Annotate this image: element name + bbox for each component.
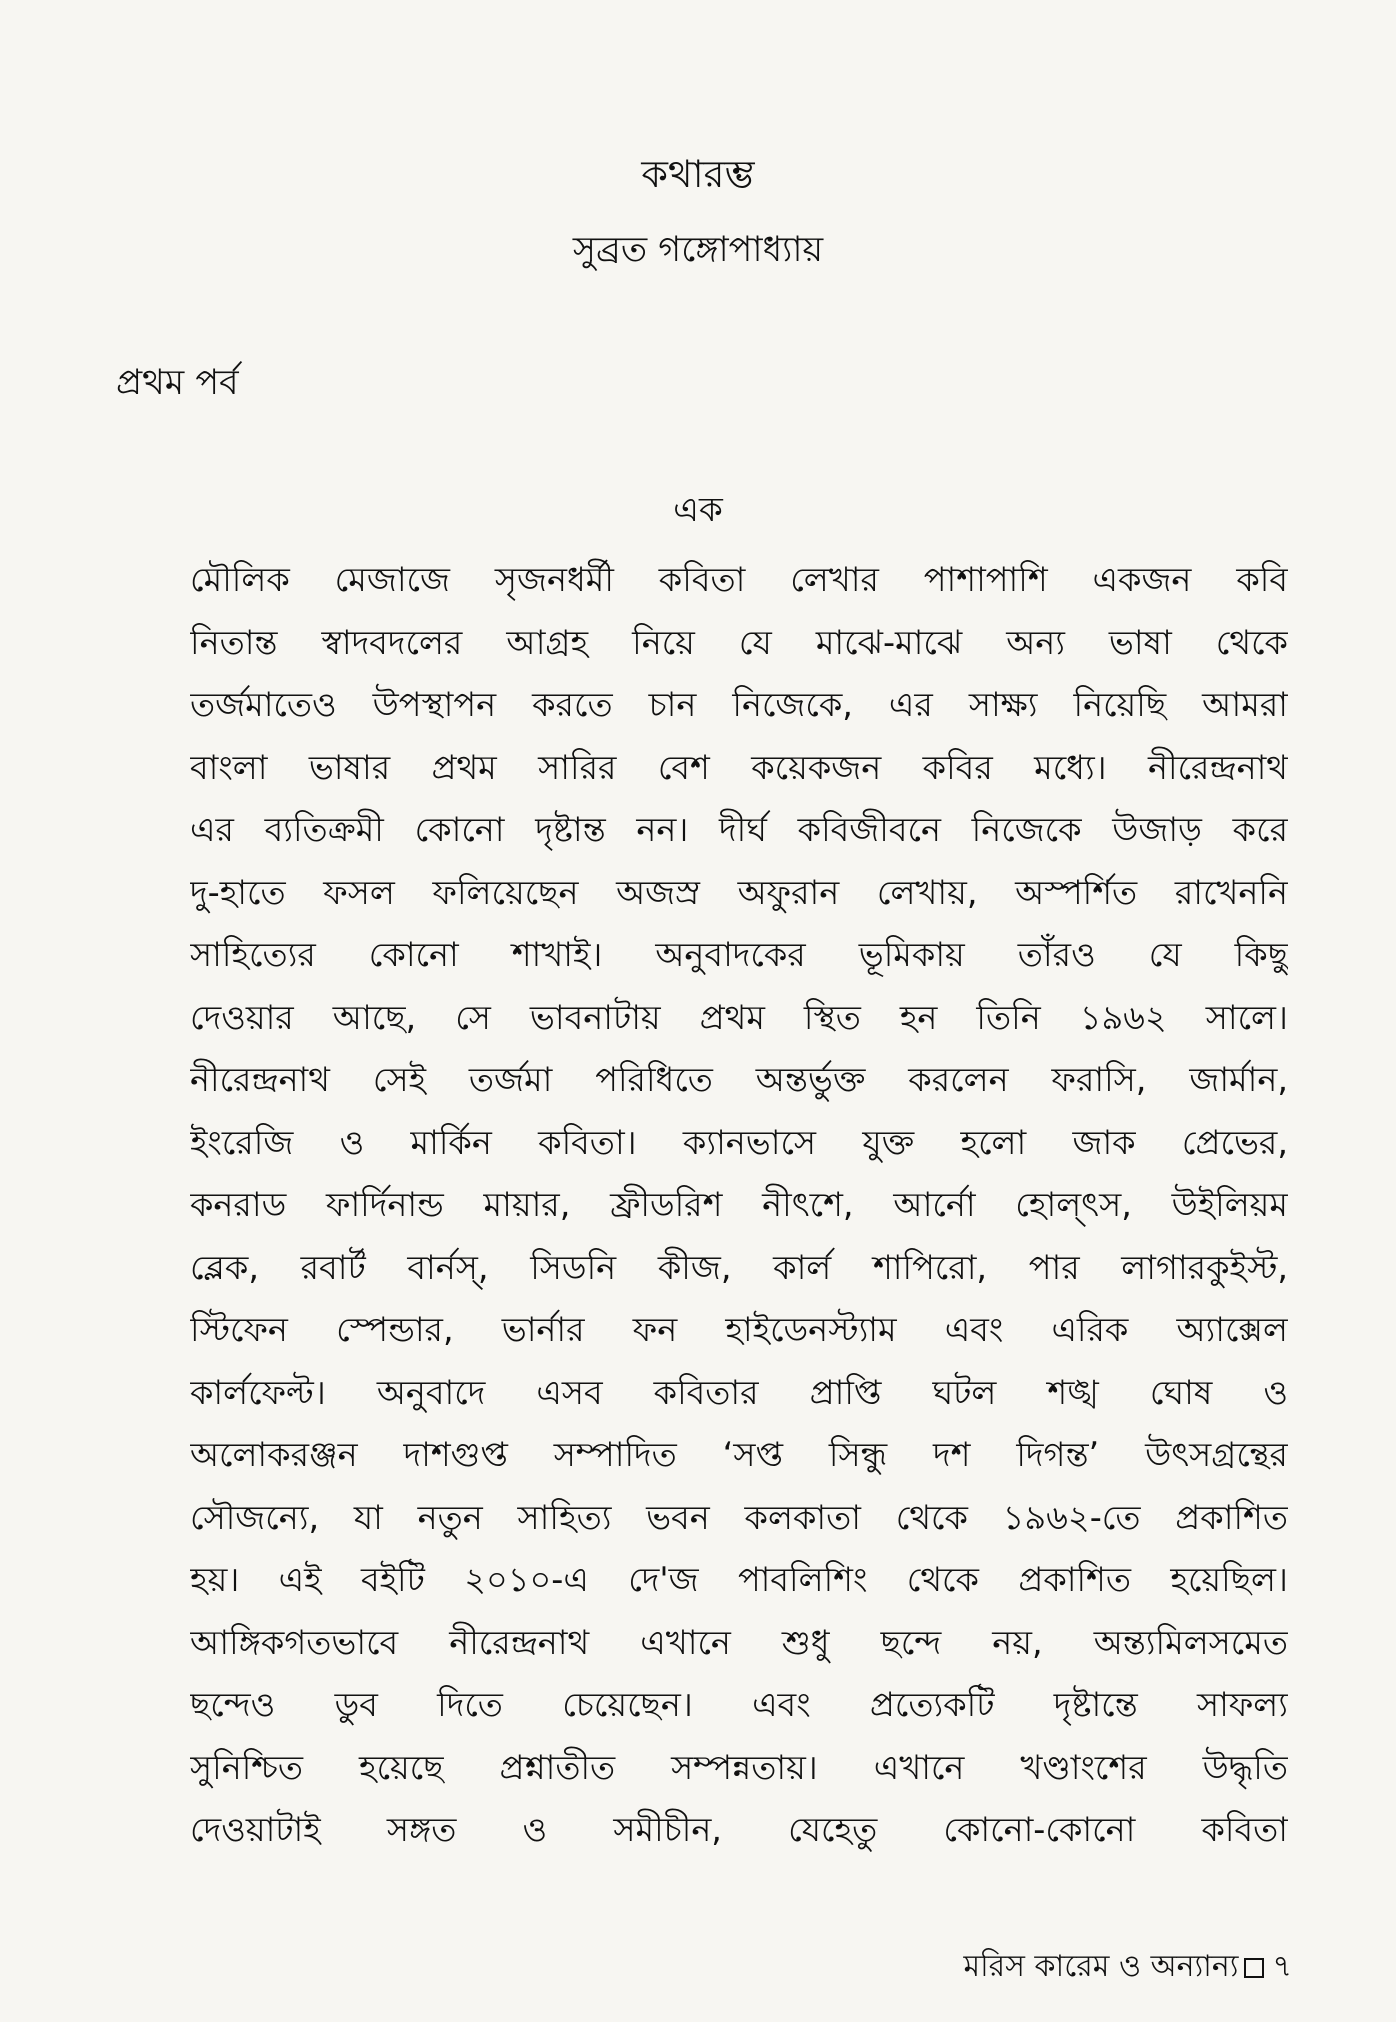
body-line: দেওয়াটাই সঙ্গত ও সমীচীন, যেহেতু কোনো-কোনো কবিতা: [190, 1810, 1288, 1849]
body-line: কার্লফেল্ট। অনুবাদে এসব কবিতার প্রাপ্তি ঘটল শঙ্খ ঘোষ ও: [190, 1372, 1288, 1412]
body-line: নীরেন্দ্রনাথ সেই তর্জমা পরিধিতে অন্তর্ভুক্ত করলেন ফরাসি, জার্মান,: [190, 1060, 1288, 1099]
body-line: ব্লেক, রবার্ট বার্নস্, সিডনি কীজ, কার্ল শাপিরো, পার লাগারকুইস্ট,: [190, 1247, 1288, 1287]
body-line: অলোকরঞ্জন দাশগুপ্ত সম্পাদিত ‘সপ্ত সিন্ধু দশ দিগন্ত’ উৎসগ্রন্থের: [190, 1435, 1288, 1474]
essay-title: কথারম্ভ: [641, 152, 755, 196]
body-line: সাহিত্যের কোনো শাখাই। অনুবাদকের ভূমিকায় তাঁরও যে কিছু: [190, 935, 1288, 974]
author-name: সুব্রত গঙ্গোপাধ্যায়: [572, 230, 824, 270]
body-line: দেওয়ার আছে, সে ভাবনাটায় প্রথম স্থিত হন তিনি ১৯৬২ সালে।: [190, 997, 1288, 1037]
body-line: মৌলিক মেজাজে সৃজনধর্মী কবিতা লেখার পাশাপাশি একজন কবি: [190, 560, 1288, 599]
body-line: এর ব্যতিক্রমী কোনো দৃষ্টান্ত নন। দীর্ঘ কবিজীবনে নিজেকে উজাড় করে: [190, 810, 1288, 849]
running-title: মরিস কারেম ও অন্যান্য: [963, 1949, 1239, 1984]
page-footer: [963, 1945, 1292, 1989]
body-line: হয়। এই বইটি ২০১০-এ দে'জ পাবলিশিং থেকে প্রকাশিত হয়েছিল।: [190, 1560, 1288, 1599]
body-line: ইংরেজি ও মার্কিন কবিতা। ক্যানভাসে যুক্ত হলো জাক প্রেভের,: [190, 1122, 1288, 1162]
box-ornament-icon: [1244, 1958, 1264, 1978]
body-line: সৌজন্যে, যা নতুন সাহিত্য ভবন কলকাতা থেকে ১৯৬২-তে প্রকাশিত: [190, 1497, 1288, 1537]
body-line: দু-হাতে ফসল ফলিয়েছেন অজস্র অফুরান লেখায়, অস্পর্শিত রাখেননি: [190, 872, 1288, 912]
body-line: কনরাড ফার্দিনান্ড মায়ার, ফ্রীডরিশ নীৎশে, আর্নো হোল্ৎস, উইলিয়ম: [190, 1185, 1288, 1224]
body-line: নিতান্ত স্বাদবদলের আগ্রহ নিয়ে যে মাঝে-মাঝে অন্য ভাষা থেকে: [190, 622, 1288, 662]
chapter-heading: এক: [673, 490, 723, 530]
body-line: স্টিফেন স্পেন্ডার, ভার্নার ফন হাইডেনস্ট্যাম এবং এরিক অ্যাক্সেল: [190, 1310, 1288, 1349]
body-line: আঙ্গিকগতভাবে নীরেন্দ্রনাথ এখানে শুধু ছন্দে নয়, অন্ত্যমিলসমেত: [190, 1622, 1288, 1662]
body-line: তর্জমাতেও উপস্থাপন করতে চান নিজেকে, এর সাক্ষ্য নিয়েছি আমরা: [190, 685, 1288, 724]
body-line: সুনিশ্চিত হয়েছে প্রশ্নাতীত সম্পন্নতায়। এখানে খণ্ডাংশের উদ্ধৃতি: [190, 1747, 1288, 1787]
body-text: [190, 549, 1288, 1862]
page-number: ৭: [1272, 1949, 1292, 1984]
body-line: বাংলা ভাষার প্রথম সারির বেশ কয়েকজন কবির মধ্যে। নীরেন্দ্রনাথ: [190, 747, 1288, 787]
body-line: ছন্দেও ডুব দিতে চেয়েছেন। এবং প্রত্যেকটি দৃষ্টান্তে সাফল্য: [190, 1685, 1288, 1724]
part-heading: প্রথম পর্ব: [116, 363, 239, 403]
